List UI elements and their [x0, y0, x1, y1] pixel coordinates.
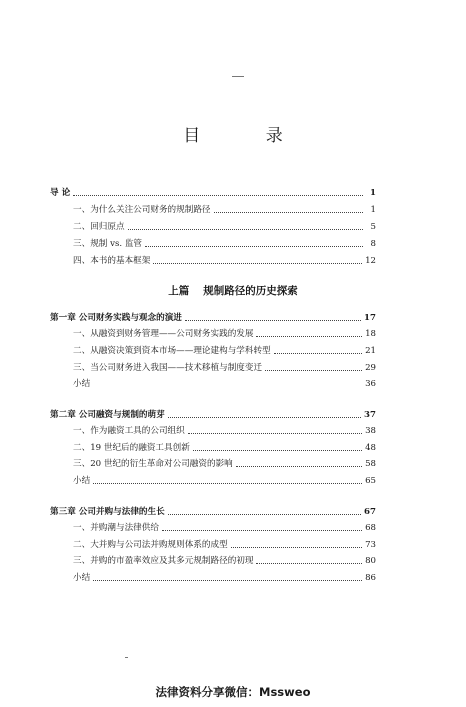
toc-entry-label: 二、大并购与公司法并购规则体系的成型 [73, 540, 228, 550]
toc-entry-label: 第一章 公司财务实践与观念的演进 [50, 313, 182, 323]
toc-entry-label: 二、回归原点 [73, 222, 125, 232]
toc-page-number: 1 [370, 188, 376, 198]
part-label: 上篇 [168, 285, 190, 297]
toc-page-number: 38 [365, 426, 376, 436]
leader-dots [256, 336, 362, 337]
toc-entry-label: 小结 [73, 573, 91, 583]
toc-subentry[interactable] [73, 571, 376, 585]
toc-entry-label: 第三章 公司并购与法律的生长 [50, 507, 165, 517]
leader-dots [265, 370, 362, 371]
leader-dots [93, 483, 362, 484]
leader-dots [93, 580, 362, 581]
leader-dots [168, 417, 361, 418]
toc-subentry[interactable] [73, 344, 376, 358]
toc-entry-label: 第二章 公司融资与规制的萌芽 [50, 410, 165, 420]
toc-subentry[interactable] [73, 361, 376, 375]
toc-entry-chapter-1[interactable] [50, 311, 376, 325]
part-heading [0, 283, 466, 298]
leader-dots [193, 450, 362, 451]
scan-mark [232, 76, 244, 77]
leader-dots [188, 433, 362, 434]
leader-dots [231, 547, 362, 548]
leader-dots [128, 229, 363, 230]
leader-dots [153, 263, 362, 264]
leader-dots [185, 320, 361, 321]
toc-page-number: 8 [370, 239, 376, 249]
leader-dots [162, 530, 362, 531]
toc-entry-label: 一、作为融资工具的公司组织 [73, 426, 185, 436]
toc-page-number: 12 [365, 256, 376, 266]
toc-entry-chapter-3[interactable] [50, 505, 376, 519]
toc-subentry[interactable] [73, 538, 376, 552]
toc-subentry[interactable] [73, 327, 376, 341]
leader-dots [214, 212, 363, 213]
toc-subentry[interactable] [73, 474, 376, 488]
leader-dots [256, 563, 362, 564]
leader-dots [274, 353, 362, 354]
toc-entry-label: 二、从融资决策到资本市场——理论建构与学科转型 [73, 346, 271, 356]
toc-subentry[interactable] [73, 377, 376, 391]
toc-entry-label: 一、为什么关注公司财务的规制路径 [73, 205, 211, 215]
leader-dots [73, 195, 363, 196]
toc-page-number: 29 [365, 363, 376, 373]
toc-page-number: 58 [365, 459, 376, 469]
leader-dots [93, 386, 362, 387]
toc-page-number: 17 [364, 313, 376, 323]
toc-page-number: 65 [365, 476, 376, 486]
toc-page-number: 37 [364, 410, 376, 420]
toc-subentry[interactable] [73, 237, 376, 251]
toc-entry-chapter-2[interactable] [50, 408, 376, 422]
toc-entry-label: 一、从融资到财务管理——公司财务实践的发展 [73, 329, 254, 339]
toc-entry-label: 小结 [73, 476, 91, 486]
toc-subentry[interactable] [73, 424, 376, 438]
toc-entry-label: 二、19 世纪后的融资工具创新 [73, 443, 190, 453]
leader-dots [168, 514, 361, 515]
toc-page-number: 21 [365, 346, 376, 356]
footer-note: 法律资料分享微信：Mssweo [155, 685, 311, 699]
toc-entry-label: 小结 [73, 379, 91, 389]
toc-subentry[interactable] [73, 521, 376, 535]
toc-page-number: 18 [365, 329, 376, 339]
toc-page-number: 5 [370, 222, 376, 232]
toc-page-number: 80 [365, 556, 376, 566]
toc-entry-label: 导 论 [50, 188, 71, 198]
toc-entry-label: 三、并购的市盈率效应及其多元规制路径的初现 [73, 556, 254, 566]
toc-subentry[interactable] [73, 203, 376, 217]
toc-subentry[interactable] [73, 554, 376, 568]
toc-page-number: 48 [365, 443, 376, 453]
toc-page-number: 73 [365, 540, 376, 550]
toc-page-number: 1 [370, 205, 376, 215]
scan-mark [125, 657, 128, 658]
toc-entry-label: 三、20 世纪的衍生革命对公司融资的影响 [73, 459, 233, 469]
leader-dots [145, 246, 363, 247]
toc-entry-label: 一、并购潮与法律供给 [73, 523, 159, 533]
toc-entry-intro[interactable] [50, 186, 376, 200]
toc-entry-label: 四、本书的基本框架 [73, 256, 151, 266]
toc-page-number: 67 [364, 507, 376, 517]
page-title: 目 录 [183, 126, 313, 146]
toc-entry-label: 三、当公司财务进入我国——技术移植与制度变迁 [73, 363, 263, 373]
toc-page-number: 68 [365, 523, 376, 533]
leader-dots [236, 466, 362, 467]
toc-page-number: 86 [365, 573, 376, 583]
toc-entry-label: 三、规制 vs. 监管 [73, 239, 143, 249]
part-title: 规制路径的历史探索 [203, 285, 298, 297]
toc-subentry[interactable] [73, 220, 376, 234]
toc-subentry[interactable] [73, 441, 376, 455]
toc-page-number: 36 [365, 379, 376, 389]
toc-subentry[interactable] [73, 457, 376, 471]
toc-subentry[interactable] [73, 254, 376, 268]
